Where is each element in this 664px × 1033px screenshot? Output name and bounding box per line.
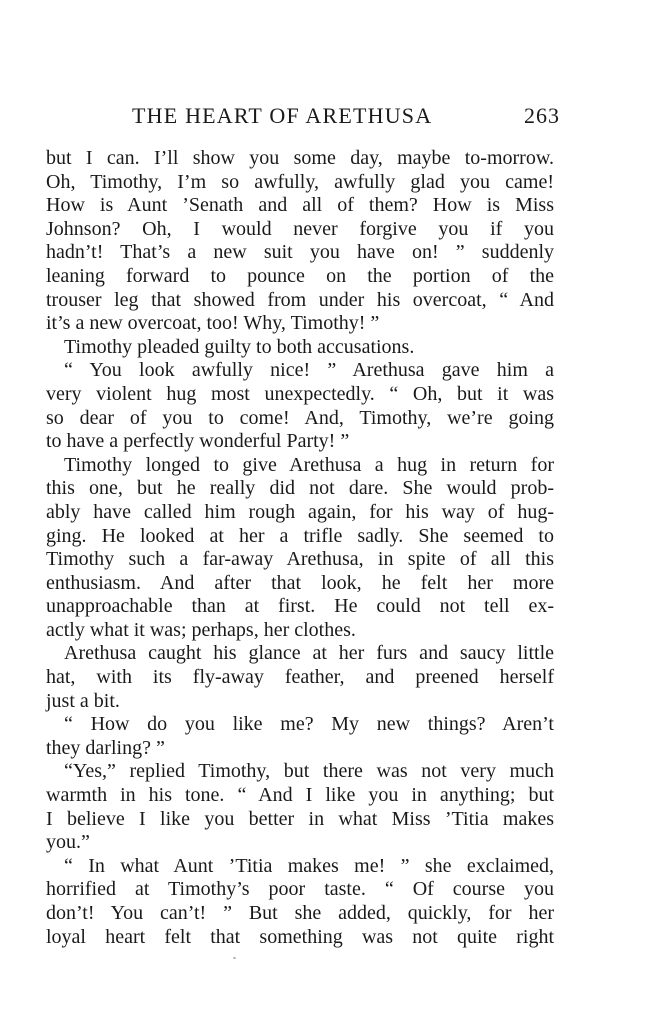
text-line: loyal heart felt that something was not quite right [46,925,554,948]
text-line: it’s a new overcoat, too! Why, Timothy! ” [46,312,380,335]
running-title: THE HEART OF ARETHUSA [132,103,433,128]
text-line: Timothy longed to give Arethusa a hug in return for [64,453,554,476]
text-line: How is Aunt ’Senath and all of them? How is Miss [46,194,554,217]
text-line: enthusiasm. And after that look, he felt her more [46,571,554,594]
text-line: “Yes,” replied Timothy, but there was not very much [64,760,554,783]
text-line: trouser leg that showed from under his overcoat, “ And [46,288,554,311]
text-line: ging. He looked at her a trifle sadly. She seemed to [46,524,554,547]
text-line: they darling? ” [46,736,165,759]
text-line: warmth in his tone. “ And I like you in anything; but [46,784,554,807]
text-line: Johnson? Oh, I would never forgive you if you [46,217,554,240]
text-line: so dear of you to come! And, Timothy, we’re going [46,406,554,429]
text-line: don’t! You can’t! ” But she added, quickly, for her [46,902,554,924]
text-line: Timothy pleaded guilty to both accusations. [64,335,415,358]
text-line: I believe I like you better in what Miss ’Titia makes [46,807,554,830]
text-line: ably have called him rough again, for his way of hug- [46,500,554,523]
text-line: Timothy such a far-away Arethusa, in spite of all this [46,548,554,571]
text-line: hadn’t! That’s a new suit you have on! ” suddenly [46,241,554,264]
text-line: but I can. I’ll show you some day, maybe to-morrow. [46,147,554,169]
text-line: Arethusa caught his glance at her furs and saucy little [64,642,554,665]
text-line: you.” [46,831,90,854]
body-text [46,147,554,949]
text-line: very violent hug most unexpectedly. “ Oh, but it was [46,382,554,405]
paper-speck [233,957,236,959]
text-line: “ You look awfully nice! ” Arethusa gave him a [64,359,554,382]
text-line: just a bit. [46,689,120,712]
text-line: unapproachable than at first. He could not tell ex- [46,595,554,618]
text-line: to have a perfectly wonderful Party! ” [46,430,350,453]
text-line: “ In what Aunt ’Titia makes me! ” she exclaimed, [64,854,554,877]
page-number: 263 [524,103,560,128]
text-line: Oh, Timothy, I’m so awfully, awfully glad you came! [46,170,554,193]
text-line: leaning forward to pounce on the portion of the [46,264,554,287]
text-line: horrified at Timothy’s poor taste. “ Of course you [46,878,554,901]
text-line: this one, but he really did not dare. She would prob- [46,477,554,500]
text-line: “ How do you like me? My new things? Aren’t [64,713,554,736]
text-line: actly what it was; perhaps, her clothes. [46,618,356,641]
text-line: hat, with its fly-away feather, and preened herself [46,666,554,689]
running-head [46,103,560,133]
